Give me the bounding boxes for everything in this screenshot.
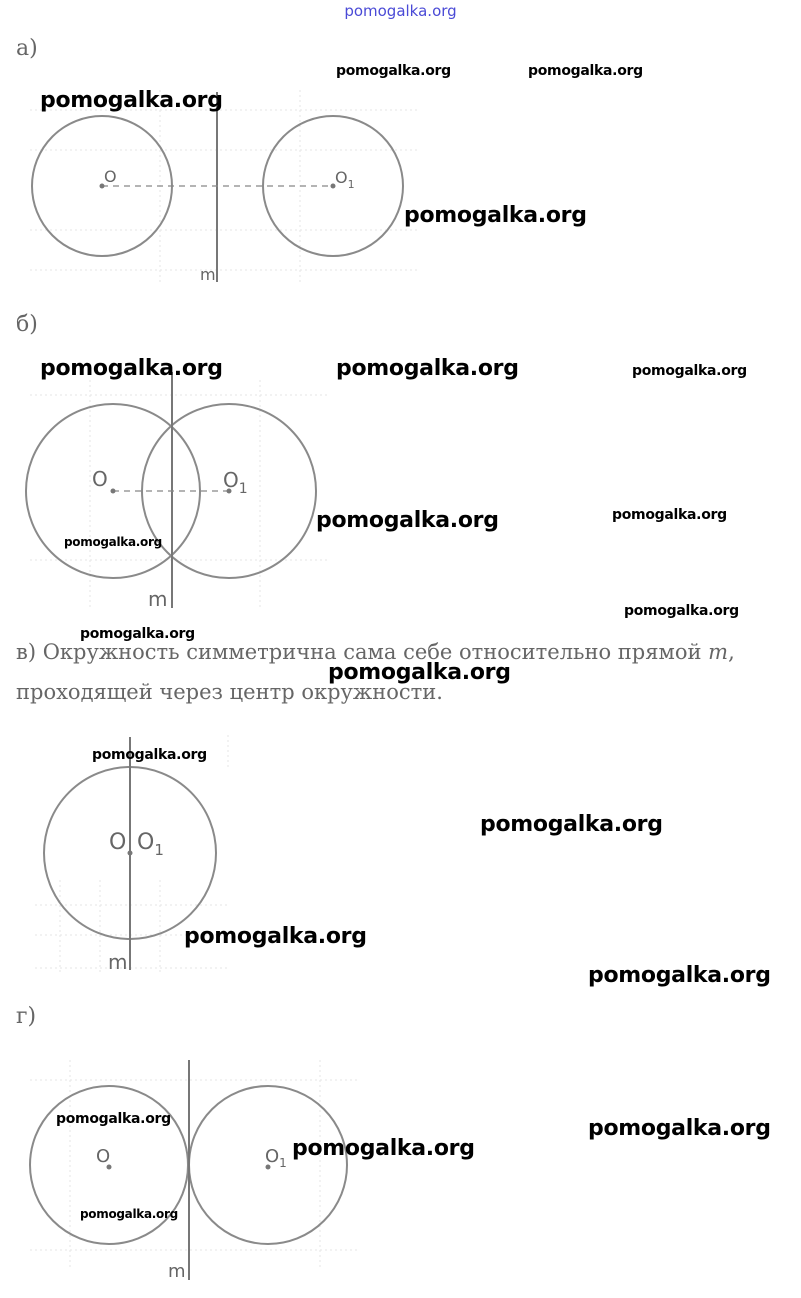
- watermark: pomogalka.org: [612, 507, 727, 523]
- label-a-o1: $O_1$: [335, 168, 355, 191]
- watermark: pomogalka.org: [528, 63, 643, 79]
- watermark: pomogalka.org: [588, 963, 771, 988]
- watermark: pomogalka.org: [56, 1111, 171, 1127]
- section-v-caption: в) Окружность симметрична сама себе относительно прямой m, проходящей через центр окружности.: [16, 640, 735, 704]
- watermark: pomogalka.org: [64, 535, 162, 549]
- label-a-o: O: [104, 167, 117, 186]
- label-b-o1: $O_1$: [223, 468, 248, 497]
- center-v: [128, 851, 133, 856]
- label-b-m: m: [148, 587, 168, 611]
- watermark: pomogalka.org: [80, 626, 195, 642]
- watermark: pomogalka.org: [40, 356, 223, 381]
- watermark: pomogalka.org: [80, 1207, 178, 1221]
- section-g-label: г): [16, 1004, 37, 1029]
- section-b-label: б): [16, 312, 38, 337]
- label-g-m: m: [168, 1261, 186, 1282]
- label-b-o: O: [92, 467, 108, 491]
- label-a-m: m: [200, 265, 216, 284]
- watermark: pomogalka.org: [336, 63, 451, 79]
- label-g-o1: $O_1$: [265, 1146, 287, 1170]
- label-v-o1: $O_1$: [137, 830, 164, 859]
- watermark: pomogalka.org: [336, 356, 519, 381]
- section-a-label: а): [16, 36, 38, 61]
- section-b-grid: [30, 380, 330, 610]
- watermark: pomogalka.org: [588, 1116, 771, 1141]
- watermark: pomogalka.org: [292, 1136, 475, 1161]
- watermark: pomogalka.org: [404, 203, 587, 228]
- watermark: pomogalka.org: [480, 812, 663, 837]
- site-header-link[interactable]: pomogalka.org: [344, 2, 457, 20]
- center-b-o: [111, 489, 116, 494]
- watermark: pomogalka.org: [632, 363, 747, 379]
- watermark: pomogalka.org: [316, 508, 499, 533]
- label-v-m: m: [108, 950, 128, 974]
- label-g-o: O: [96, 1146, 111, 1167]
- watermark: pomogalka.org: [92, 747, 207, 763]
- watermark: pomogalka.org: [184, 924, 367, 949]
- watermark: pomogalka.org: [624, 603, 739, 619]
- section-a-grid: [30, 90, 420, 285]
- watermark: pomogalka.org: [40, 88, 223, 113]
- label-v-o: O: [109, 830, 127, 855]
- watermark: pomogalka.org: [328, 660, 511, 685]
